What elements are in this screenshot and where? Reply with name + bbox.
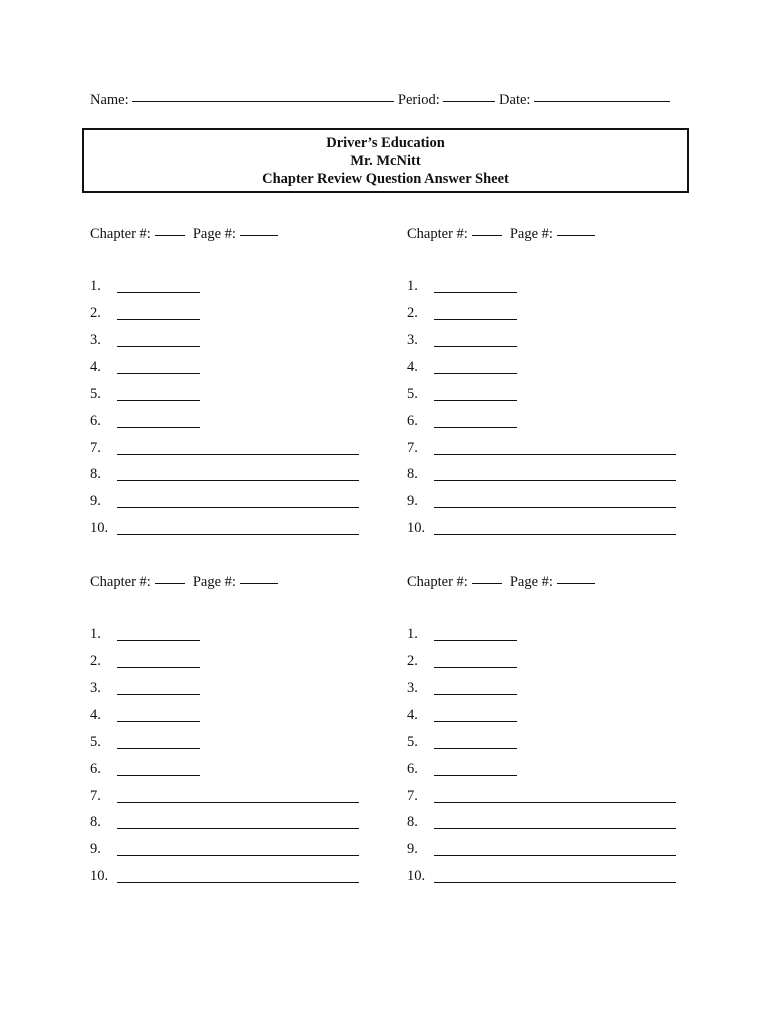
answer-line[interactable] xyxy=(117,640,200,641)
question-number: 7. xyxy=(90,440,101,456)
answer-line[interactable] xyxy=(434,400,517,401)
title-box xyxy=(82,128,689,193)
question-number: 10. xyxy=(90,520,109,536)
question-number: 6. xyxy=(90,413,101,429)
chapter-page-header xyxy=(90,226,278,243)
answer-line[interactable] xyxy=(434,775,517,776)
answer-line[interactable] xyxy=(117,721,200,722)
answer-line[interactable] xyxy=(117,319,200,320)
question-number: 10. xyxy=(407,520,426,536)
name-label: Name: xyxy=(90,92,129,108)
question-number: 4. xyxy=(90,707,101,723)
answer-line[interactable] xyxy=(117,373,200,374)
answer-line[interactable] xyxy=(117,802,359,803)
question-number: 7. xyxy=(407,788,418,804)
course-title: Driver’s Education xyxy=(326,135,445,151)
question-number: 5. xyxy=(90,386,101,402)
answer-line[interactable] xyxy=(434,882,676,883)
answer-line[interactable] xyxy=(434,855,676,856)
teacher-name: Mr. McNitt xyxy=(350,153,421,169)
question-number: 4. xyxy=(407,359,418,375)
answer-line[interactable] xyxy=(434,454,676,455)
answer-line[interactable] xyxy=(117,454,359,455)
question-number: 5. xyxy=(407,386,418,402)
answer-line[interactable] xyxy=(434,694,517,695)
chapter-label: Chapter #: xyxy=(407,574,468,590)
answer-line[interactable] xyxy=(434,802,676,803)
question-number: 1. xyxy=(90,626,101,642)
period-label: Period: xyxy=(397,92,440,108)
answer-line[interactable] xyxy=(434,640,517,641)
chapter-page-header xyxy=(407,226,595,243)
question-number: 6. xyxy=(407,761,418,777)
page-label: Page #: xyxy=(192,574,236,590)
answer-line[interactable] xyxy=(117,775,200,776)
question-number: 2. xyxy=(90,305,101,321)
answer-line[interactable] xyxy=(117,748,200,749)
question-number: 4. xyxy=(90,359,101,375)
question-number: 1. xyxy=(407,626,418,642)
name-field[interactable] xyxy=(132,100,394,102)
page-label: Page #: xyxy=(192,226,236,242)
period-field[interactable] xyxy=(443,100,495,102)
answer-line[interactable] xyxy=(117,292,200,293)
answer-line[interactable] xyxy=(117,855,359,856)
question-number: 6. xyxy=(407,413,418,429)
date-field[interactable] xyxy=(534,100,670,102)
question-number: 4. xyxy=(407,707,418,723)
question-number: 3. xyxy=(407,332,418,348)
date-label: Date: xyxy=(499,92,531,108)
question-number: 5. xyxy=(407,734,418,750)
question-number: 8. xyxy=(90,466,101,482)
question-number: 9. xyxy=(407,841,418,857)
answer-line[interactable] xyxy=(117,534,359,535)
sheet-title: Chapter Review Question Answer Sheet xyxy=(262,171,509,187)
answer-line[interactable] xyxy=(117,667,200,668)
chapter-number-field[interactable] xyxy=(155,582,185,584)
answer-line[interactable] xyxy=(434,507,676,508)
answer-line[interactable] xyxy=(434,373,517,374)
question-number: 8. xyxy=(407,814,418,830)
page-number-field[interactable] xyxy=(240,582,278,584)
answer-line[interactable] xyxy=(434,427,517,428)
chapter-number-field[interactable] xyxy=(472,582,502,584)
answer-line[interactable] xyxy=(434,721,517,722)
answer-line[interactable] xyxy=(117,882,359,883)
question-number: 6. xyxy=(90,761,101,777)
page-number-field[interactable] xyxy=(240,234,278,236)
question-number: 1. xyxy=(407,278,418,294)
answer-line[interactable] xyxy=(434,292,517,293)
chapter-label: Chapter #: xyxy=(407,226,468,242)
page-number-field[interactable] xyxy=(557,582,595,584)
chapter-label: Chapter #: xyxy=(90,574,151,590)
question-number: 9. xyxy=(407,493,418,509)
chapter-page-header xyxy=(90,574,278,591)
question-number: 3. xyxy=(407,680,418,696)
question-number: 8. xyxy=(90,814,101,830)
question-number: 9. xyxy=(90,841,101,857)
question-number: 2. xyxy=(90,653,101,669)
question-number: 9. xyxy=(90,493,101,509)
question-number: 2. xyxy=(407,653,418,669)
chapter-number-field[interactable] xyxy=(472,234,502,236)
answer-line[interactable] xyxy=(117,480,359,481)
question-number: 3. xyxy=(90,332,101,348)
answer-line[interactable] xyxy=(434,667,517,668)
question-number: 7. xyxy=(407,440,418,456)
chapter-number-field[interactable] xyxy=(155,234,185,236)
page-number-field[interactable] xyxy=(557,234,595,236)
question-number: 3. xyxy=(90,680,101,696)
page-label: Page #: xyxy=(509,574,553,590)
answer-line[interactable] xyxy=(117,507,359,508)
question-number: 5. xyxy=(90,734,101,750)
answer-line[interactable] xyxy=(434,346,517,347)
chapter-label: Chapter #: xyxy=(90,226,151,242)
answer-line[interactable] xyxy=(434,319,517,320)
student-info-line xyxy=(90,92,670,109)
answer-line[interactable] xyxy=(434,480,676,481)
answer-line[interactable] xyxy=(434,748,517,749)
answer-line[interactable] xyxy=(117,694,200,695)
question-number: 10. xyxy=(407,868,426,884)
question-number: 10. xyxy=(90,868,109,884)
answer-line[interactable] xyxy=(434,828,676,829)
question-number: 7. xyxy=(90,788,101,804)
question-number: 2. xyxy=(407,305,418,321)
answer-line[interactable] xyxy=(434,534,676,535)
answer-line[interactable] xyxy=(117,427,200,428)
chapter-page-header xyxy=(407,574,595,591)
answer-line[interactable] xyxy=(117,400,200,401)
answer-line[interactable] xyxy=(117,828,359,829)
page-label: Page #: xyxy=(509,226,553,242)
answer-line[interactable] xyxy=(117,346,200,347)
question-number: 1. xyxy=(90,278,101,294)
question-number: 8. xyxy=(407,466,418,482)
